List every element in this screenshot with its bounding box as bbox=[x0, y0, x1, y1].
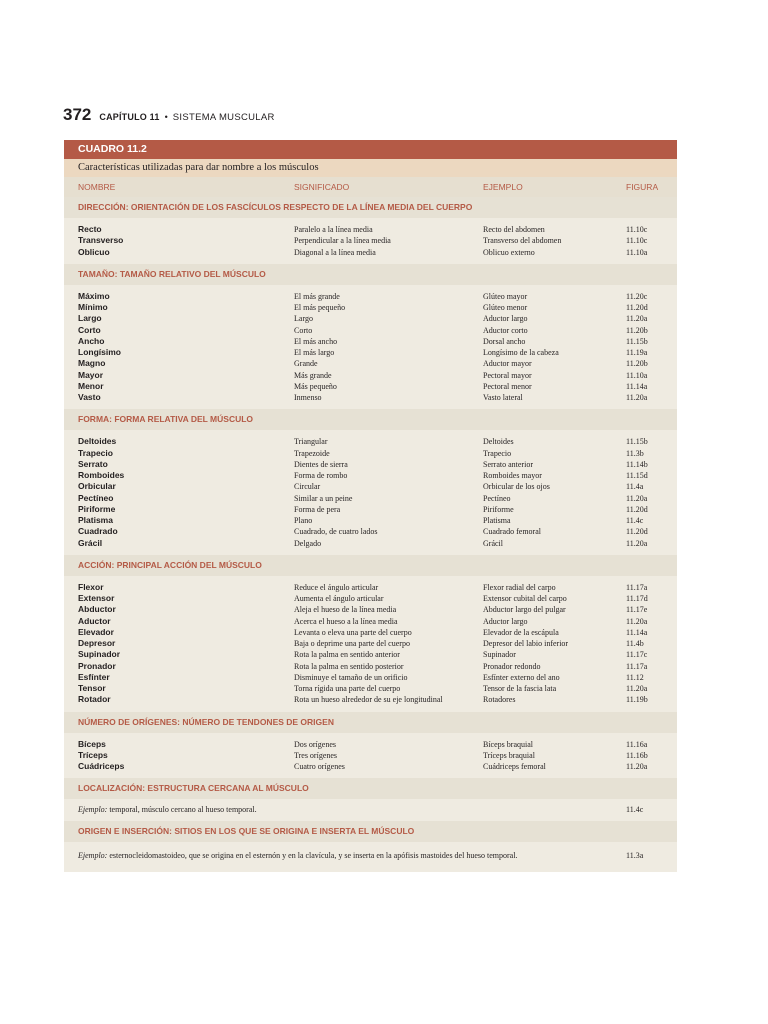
meaning: Similar a un peine bbox=[294, 493, 353, 503]
muscle-name: Elevador bbox=[78, 626, 114, 637]
example: Romboides mayor bbox=[483, 471, 542, 480]
example: Tríceps braquial bbox=[483, 750, 535, 760]
muscle-name: Aductor bbox=[78, 615, 111, 626]
box-label: CUADRO 11.2 bbox=[64, 140, 677, 159]
example: Aductor mayor bbox=[483, 359, 532, 369]
figure-ref: 11.20b bbox=[626, 359, 648, 369]
muscle-name: Platisma bbox=[78, 515, 113, 525]
figure-ref: 11.19b bbox=[626, 695, 648, 705]
table-row bbox=[64, 661, 677, 672]
example: Flexor radial del carpo bbox=[483, 582, 556, 592]
muscle-name: Esfínter bbox=[78, 671, 110, 682]
section-rows bbox=[64, 576, 677, 712]
meaning: Torna rígida una parte del cuerpo bbox=[294, 684, 401, 693]
example: Vasto lateral bbox=[483, 393, 523, 402]
insertion-example-text bbox=[78, 842, 517, 870]
meaning: Inmenso bbox=[294, 393, 322, 402]
table-row bbox=[64, 638, 677, 649]
muscle-name: Abductor bbox=[78, 604, 116, 615]
section-rows bbox=[64, 733, 677, 779]
table-row bbox=[64, 481, 677, 492]
section-rows bbox=[64, 285, 677, 410]
figure-ref: 11.16b bbox=[626, 750, 648, 760]
meaning: Circular bbox=[294, 482, 321, 492]
example: Trapecio bbox=[483, 448, 512, 458]
muscle-name: Orbicular bbox=[78, 481, 116, 492]
figure-ref: 11.17a bbox=[626, 582, 648, 592]
table-row bbox=[64, 526, 677, 537]
figure-ref: 11.20a bbox=[626, 538, 648, 548]
muscle-name: Longísimo bbox=[78, 347, 121, 357]
meaning: Rota un hueso alrededor de su eje longitudinal bbox=[294, 695, 443, 705]
meaning: Triangular bbox=[294, 437, 328, 447]
location-example bbox=[64, 799, 677, 821]
meaning: Tres orígenes bbox=[294, 750, 338, 760]
table-row bbox=[64, 247, 677, 258]
section-heading: TAMAÑO: TAMAÑO RELATIVO DEL MÚSCULO bbox=[64, 264, 677, 285]
example: Recto del abdomen bbox=[483, 225, 545, 234]
table-row bbox=[64, 504, 677, 515]
section-rows bbox=[64, 430, 677, 555]
running-head bbox=[63, 105, 275, 127]
muscle-name: Depresor bbox=[78, 638, 116, 648]
muscle-name: Extensor bbox=[78, 593, 115, 603]
muscle-name: Tensor bbox=[78, 683, 106, 693]
meaning: Acerca el hueso a la línea media bbox=[294, 616, 398, 626]
section-heading-location: LOCALIZACIÓN: ESTRUCTURA CERCANA AL MÚSCULO bbox=[64, 778, 677, 799]
figure-ref: 11.4b bbox=[626, 639, 644, 648]
meaning: Corto bbox=[294, 325, 313, 335]
muscle-name: Vasto bbox=[78, 392, 101, 402]
box-caption: Características utilizadas para dar nombre a los músculos bbox=[64, 159, 677, 177]
chapter-title: SISTEMA MUSCULAR bbox=[172, 112, 275, 123]
meaning: Diagonal a la línea media bbox=[294, 247, 376, 257]
figure-ref: 11.3b bbox=[626, 448, 644, 458]
meaning: El más largo bbox=[294, 348, 335, 357]
example: Abductor largo del pulgar bbox=[483, 605, 566, 615]
meaning: El más pequeño bbox=[294, 303, 346, 312]
example: Transverso del abdomen bbox=[483, 236, 562, 246]
example: Grácil bbox=[483, 538, 503, 548]
example: Platisma bbox=[483, 516, 511, 525]
example-label: Ejemplo: bbox=[78, 851, 108, 861]
muscle-name: Serrato bbox=[78, 458, 108, 469]
example: Serrato anterior bbox=[483, 459, 533, 469]
meaning: Baja o deprime una parte del cuerpo bbox=[294, 639, 410, 648]
table-row bbox=[64, 538, 677, 549]
example: Tensor de la fascia lata bbox=[483, 684, 557, 693]
muscle-name: Transverso bbox=[78, 235, 124, 246]
meaning: Más grande bbox=[294, 370, 332, 380]
table-row bbox=[64, 392, 677, 403]
table-row bbox=[64, 694, 677, 705]
table-row bbox=[64, 313, 677, 324]
figure-ref: 11.12 bbox=[626, 672, 644, 682]
table-row bbox=[64, 627, 677, 638]
column-header-meaning: SIGNIFICADO bbox=[294, 182, 350, 192]
meaning: Plano bbox=[294, 516, 313, 525]
figure-ref: 11.17c bbox=[626, 650, 648, 660]
table-row bbox=[64, 381, 677, 392]
figure-ref: 11.20b bbox=[626, 325, 648, 335]
muscle-name: Cuadrado bbox=[78, 526, 118, 537]
table-row bbox=[64, 593, 677, 604]
location-figure: 11.4c bbox=[626, 805, 644, 815]
example: Oblicuo externo bbox=[483, 247, 535, 257]
example: Deltoides bbox=[483, 437, 514, 447]
section-heading-insertion: ORIGEN E INSERCIÓN: SITIOS EN LOS QUE SE ORIGINA E INSERTA EL MÚSCULO bbox=[64, 821, 677, 842]
table-row bbox=[64, 616, 677, 627]
example-label: Ejemplo: bbox=[78, 805, 108, 815]
meaning: Dos orígenes bbox=[294, 739, 336, 749]
muscle-name: Pectíneo bbox=[78, 492, 114, 503]
muscle-name: Trapecio bbox=[78, 447, 113, 458]
example: Extensor cubital del carpo bbox=[483, 594, 567, 603]
muscle-name: Mínimo bbox=[78, 302, 108, 312]
table-row bbox=[64, 347, 677, 358]
table-row bbox=[64, 325, 677, 336]
example: Elevador de la escápula bbox=[483, 627, 559, 637]
muscle-name: Oblicuo bbox=[78, 246, 110, 257]
example: Aductor largo bbox=[483, 314, 528, 324]
example: Longísimo de la cabeza bbox=[483, 348, 559, 357]
meaning: Aleja el hueso de la línea media bbox=[294, 605, 397, 615]
table-row bbox=[64, 291, 677, 302]
meaning: Más pequeño bbox=[294, 381, 337, 391]
muscle-name: Cuádriceps bbox=[78, 761, 125, 771]
table-row bbox=[64, 436, 677, 447]
muscle-name: Pronador bbox=[78, 660, 116, 671]
muscle-name: Tríceps bbox=[78, 749, 108, 760]
muscle-name: Máximo bbox=[78, 290, 110, 301]
example-body: esternocleidomastoideo, que se origina en el esternón y en la clavícula, y se inserta en la apófisis mastoides del hueso temporal. bbox=[107, 851, 518, 861]
table-row bbox=[64, 302, 677, 313]
muscle-name: Recto bbox=[78, 224, 102, 234]
column-header-example: EJEMPLO bbox=[483, 182, 523, 192]
example: Bíceps braquial bbox=[483, 739, 533, 749]
meaning: Rota la palma en sentido posterior bbox=[294, 661, 404, 671]
muscle-name: Grácil bbox=[78, 537, 103, 548]
figure-ref: 11.20a bbox=[626, 762, 648, 771]
example: Glúteo mayor bbox=[483, 291, 528, 301]
example: Dorsal ancho bbox=[483, 336, 526, 346]
figure-ref: 11.17d bbox=[626, 594, 648, 603]
table-row bbox=[64, 358, 677, 369]
section-heading: FORMA: FORMA RELATIVA DEL MÚSCULO bbox=[64, 409, 677, 430]
table-row bbox=[64, 739, 677, 750]
table-row bbox=[64, 493, 677, 504]
table-row bbox=[64, 235, 677, 246]
muscle-name: Flexor bbox=[78, 581, 104, 592]
example: Pectoral menor bbox=[483, 381, 532, 391]
example: Supinador bbox=[483, 650, 516, 660]
meaning: Reduce el ángulo articular bbox=[294, 582, 379, 592]
page-number: 372 bbox=[63, 105, 92, 124]
chapter-label: CAPÍTULO 11 bbox=[99, 112, 160, 122]
figure-ref: 11.10c bbox=[626, 236, 648, 246]
meaning: Delgado bbox=[294, 538, 322, 548]
meaning: Grande bbox=[294, 359, 318, 369]
insertion-figure: 11.3a bbox=[626, 851, 644, 861]
insertion-example bbox=[64, 842, 677, 870]
location-example-text bbox=[78, 799, 257, 821]
example: Aductor corto bbox=[483, 325, 528, 335]
figure-ref: 11.15b bbox=[626, 336, 648, 346]
section-heading: NÚMERO DE ORÍGENES: NÚMERO DE TENDONES DE ORIGEN bbox=[64, 712, 677, 733]
muscle-name: Rotador bbox=[78, 694, 111, 705]
figure-ref: 11.14a bbox=[626, 627, 648, 637]
meaning: Forma de pera bbox=[294, 504, 341, 514]
table-row bbox=[64, 761, 677, 772]
table-row bbox=[64, 683, 677, 694]
figure-ref: 11.20d bbox=[626, 303, 648, 312]
table-row bbox=[64, 224, 677, 235]
meaning: El más ancho bbox=[294, 336, 338, 346]
column-header-name: NOMBRE bbox=[78, 182, 116, 192]
column-header-figure: FIGURA bbox=[626, 182, 659, 192]
meaning: Largo bbox=[294, 314, 313, 324]
table-row bbox=[64, 370, 677, 381]
table-row bbox=[64, 750, 677, 761]
sections-container bbox=[64, 197, 677, 778]
figure-ref: 11.17e bbox=[626, 605, 648, 615]
table-row bbox=[64, 448, 677, 459]
figure-ref: 11.15d bbox=[626, 471, 648, 480]
figure-ref: 11.14b bbox=[626, 459, 648, 469]
table-row bbox=[64, 470, 677, 481]
muscle-name: Menor bbox=[78, 380, 104, 391]
muscle-name: Corto bbox=[78, 324, 101, 335]
figure-ref: 11.17a bbox=[626, 661, 648, 671]
figure-ref: 11.20a bbox=[626, 393, 648, 402]
figure-ref: 11.10a bbox=[626, 247, 648, 257]
figure-ref: 11.20d bbox=[626, 504, 648, 514]
figure-ref: 11.4c bbox=[626, 516, 644, 525]
example: Pectíneo bbox=[483, 493, 511, 503]
column-headers bbox=[64, 177, 677, 197]
section-heading: DIRECCIÓN: ORIENTACIÓN DE LOS FASCÍCULOS RESPECTO DE LA LÍNEA MEDIA DEL CUERPO bbox=[64, 197, 677, 218]
meaning: Perpendicular a la línea media bbox=[294, 236, 391, 246]
example: Cuadrado femoral bbox=[483, 527, 541, 537]
example-body: temporal, músculo cercano al hueso temporal. bbox=[107, 805, 257, 815]
bullet-separator: • bbox=[164, 112, 168, 122]
figure-ref: 11.20a bbox=[626, 493, 648, 503]
table-row bbox=[64, 604, 677, 615]
figure-ref: 11.16a bbox=[626, 739, 648, 749]
meaning: Forma de rombo bbox=[294, 471, 348, 480]
figure-ref: 11.14a bbox=[626, 381, 648, 391]
example: Pronador redondo bbox=[483, 661, 541, 671]
example: Piriforme bbox=[483, 504, 514, 514]
meaning: Disminuye el tamaño de un orificio bbox=[294, 672, 408, 682]
meaning: Cuatro orígenes bbox=[294, 762, 345, 771]
muscle-name: Mayor bbox=[78, 369, 104, 380]
meaning: Cuadrado, de cuatro lados bbox=[294, 527, 378, 537]
section-rows bbox=[64, 218, 677, 264]
table-row bbox=[64, 336, 677, 347]
table-row bbox=[64, 672, 677, 683]
muscle-name: Largo bbox=[78, 313, 102, 324]
meaning: Paralelo a la línea media bbox=[294, 225, 373, 234]
example: Rotadores bbox=[483, 695, 516, 705]
meaning: El más grande bbox=[294, 291, 340, 301]
figure-ref: 11.19a bbox=[626, 348, 648, 357]
muscle-name: Bíceps bbox=[78, 738, 106, 749]
figure-ref: 11.20a bbox=[626, 616, 648, 626]
example: Pectoral mayor bbox=[483, 370, 532, 380]
example: Aductor largo bbox=[483, 616, 528, 626]
meaning: Rota la palma en sentido anterior bbox=[294, 650, 400, 660]
meaning: Aumenta el ángulo articular bbox=[294, 594, 384, 603]
figure-ref: 11.20a bbox=[626, 684, 648, 693]
example: Orbicular de los ojos bbox=[483, 482, 550, 492]
muscle-name: Deltoides bbox=[78, 436, 117, 447]
muscle-name: Ancho bbox=[78, 335, 105, 346]
meaning: Dientes de sierra bbox=[294, 459, 348, 469]
figure-ref: 11.20a bbox=[626, 314, 648, 324]
figure-ref: 11.10c bbox=[626, 225, 648, 234]
figure-ref: 11.20c bbox=[626, 291, 648, 301]
figure-ref: 11.4a bbox=[626, 482, 644, 492]
section-heading: ACCIÓN: PRINCIPAL ACCIÓN DEL MÚSCULO bbox=[64, 555, 677, 576]
muscle-name: Supinador bbox=[78, 649, 121, 660]
example: Esfínter externo del ano bbox=[483, 672, 560, 682]
table-box bbox=[64, 140, 677, 872]
figure-ref: 11.15b bbox=[626, 437, 648, 447]
table-row bbox=[64, 649, 677, 660]
figure-ref: 11.20d bbox=[626, 527, 648, 537]
meaning: Levanta o eleva una parte del cuerpo bbox=[294, 627, 412, 637]
muscle-name: Piriforme bbox=[78, 503, 116, 514]
table-row bbox=[64, 459, 677, 470]
table-row bbox=[64, 515, 677, 526]
example: Cuádriceps femoral bbox=[483, 762, 546, 771]
muscle-name: Magno bbox=[78, 358, 106, 369]
example: Depresor del labio inferior bbox=[483, 639, 569, 648]
muscle-name: Romboides bbox=[78, 470, 125, 480]
figure-ref: 11.10a bbox=[626, 370, 648, 380]
example: Glúteo menor bbox=[483, 303, 528, 312]
table-row bbox=[64, 582, 677, 593]
meaning: Trapezoide bbox=[294, 448, 330, 458]
